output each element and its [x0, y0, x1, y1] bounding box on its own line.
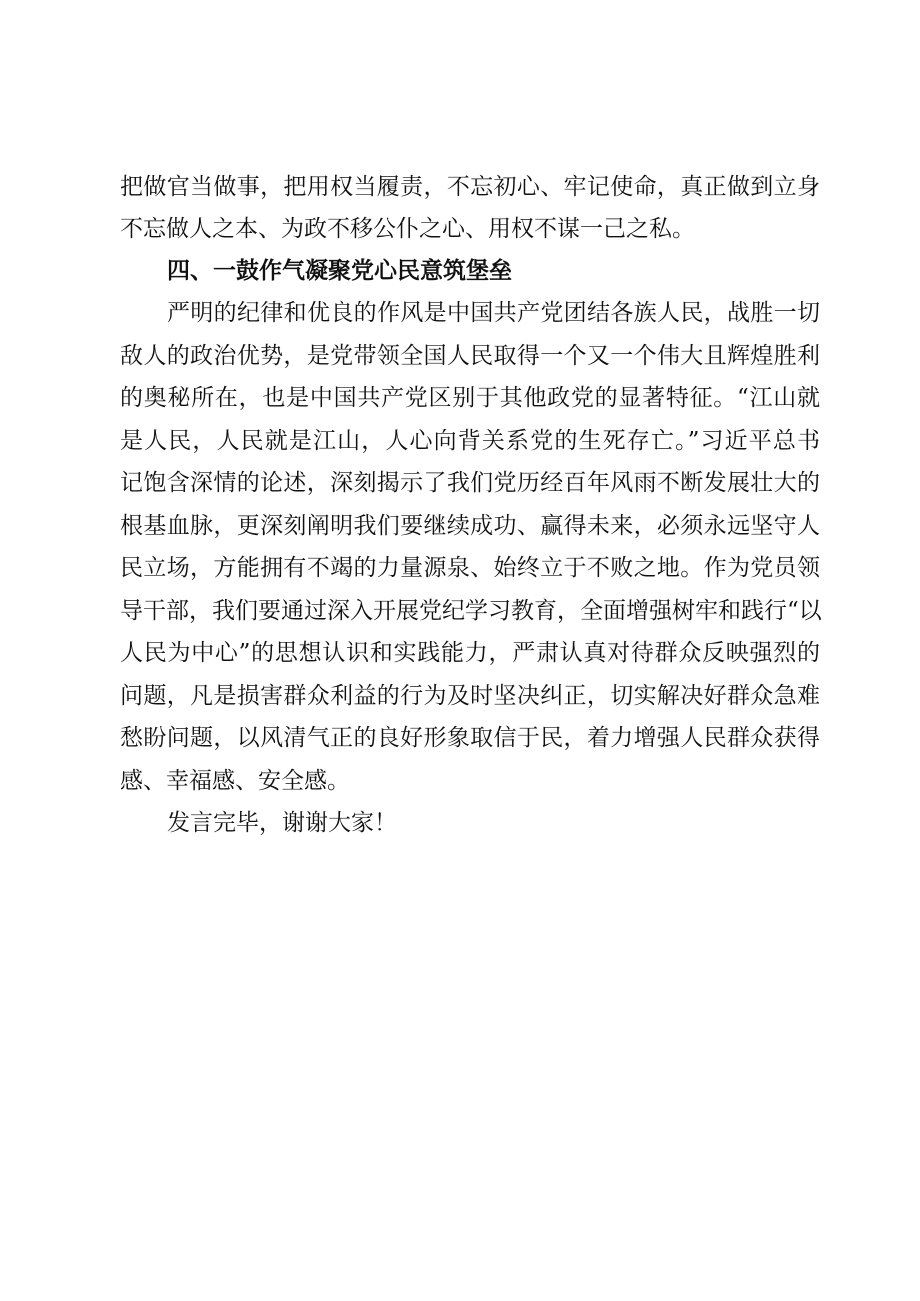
paragraph-line: 问题，凡是损害群众利益的行为及时坚决纠正，切实解决好群众急难: [120, 683, 820, 709]
paragraph-line: 不忘做人之本、为政不移公仆之心、用权不谋一己之私。: [120, 216, 695, 242]
paragraph-line: 愁盼问题，以风清气正的良好形象取信于民，着力增强人民群众获得: [120, 725, 820, 751]
paragraph-line: 感、幸福感、安全感。: [120, 768, 350, 794]
paragraph-line: 记饱含深情的论述，深刻揭示了我们党历经百年风雨不断发展壮大的: [120, 470, 820, 496]
paragraph-line: 导干部，我们要通过深入开展党纪学习教育，全面增强树牢和践行“以: [120, 598, 822, 624]
section-heading: 四、一鼓作气凝聚党心民意筑堡垒: [167, 258, 512, 284]
closing-line: 发言完毕，谢谢大家！: [167, 810, 397, 836]
paragraph-line: 把做官当做事，把用权当履责，不忘初心、牢记使命，真正做到立身: [120, 174, 820, 200]
paragraph-line: 敌人的政治优势，是党带领全国人民取得一个又一个伟大且辉煌胜利: [120, 343, 820, 369]
paragraph-line: 人民为中心”的思想认识和实践能力，严肃认真对待群众反映强烈的: [120, 640, 820, 666]
paragraph-line: 严明的纪律和优良的作风是中国共产党团结各族人民，战胜一切: [167, 300, 820, 326]
paragraph-line: 的奥秘所在，也是中国共产党区别于其他政党的显著特征。“江山就: [120, 385, 820, 411]
paragraph-line: 是人民，人民就是江山，人心向背关系党的生死存亡。”习近平总书: [120, 428, 820, 454]
paragraph-line: 民立场，方能拥有不竭的力量源泉、始终立于不败之地。作为党员领: [120, 555, 820, 581]
paragraph-line: 根基血脉，更深刻阐明我们要继续成功、赢得未来，必须永远坚守人: [120, 513, 820, 539]
